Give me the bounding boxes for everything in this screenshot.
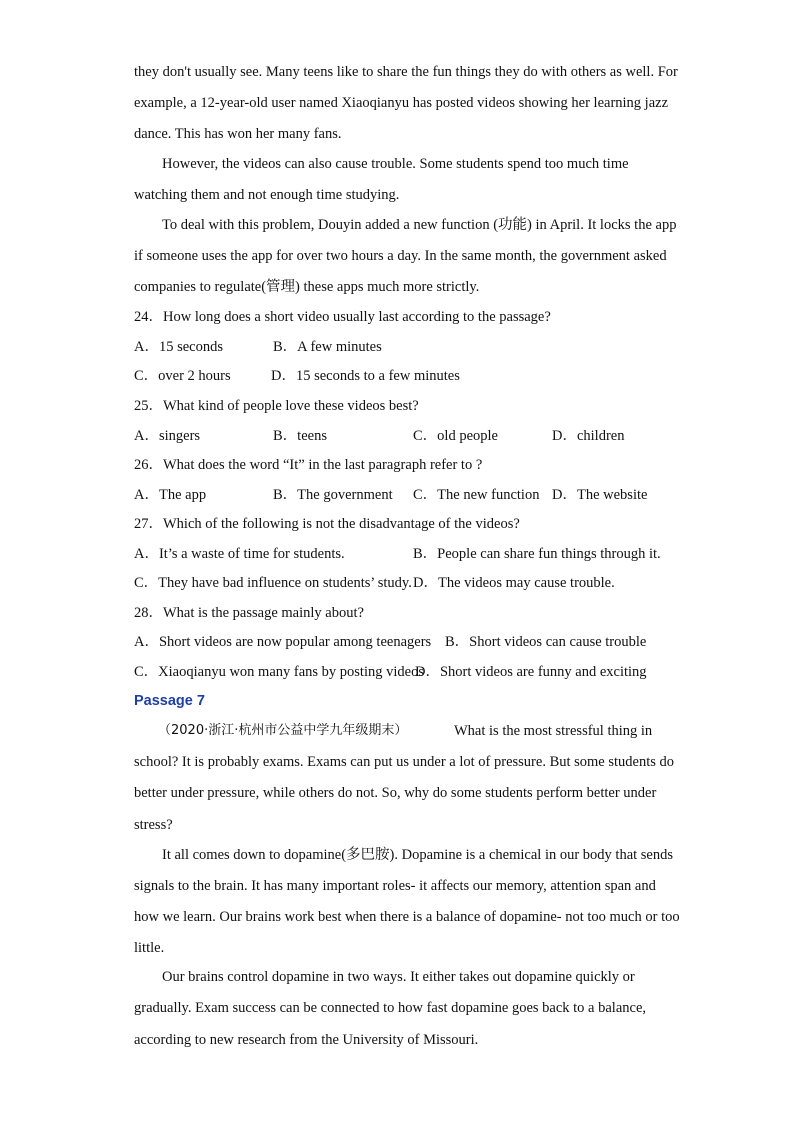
q24-option-d: D．15 seconds to a few minutes — [271, 368, 460, 384]
q27-option-a: A．It’s a waste of time for students. — [134, 546, 345, 562]
q25-option-a: A．singers — [134, 428, 201, 444]
passage-source: （2020·浙江·杭州市公益中学九年级期末） — [158, 723, 408, 738]
paragraph-line: gradually. Exam success can be connected to how fast dopamine goes back to a balance, — [134, 1000, 647, 1016]
paragraph-line: Our brains control dopamine in two ways. It either takes out dopamine quickly or — [162, 969, 635, 985]
paragraph-line: dance. This has won her many fans. — [134, 126, 342, 142]
q24-option-b: B．A few minutes — [273, 339, 382, 355]
q27-option-b: B．People can share fun things through it. — [413, 546, 661, 562]
q28-option-c: C．Xiaoqianyu won many fans by posting videos — [134, 664, 424, 680]
q25-option-d: D．children — [552, 428, 625, 444]
paragraph-line: example, a 12-year-old user named Xiaoqianyu has posted videos showing her learning jazz — [134, 95, 669, 111]
q24-option-a: A．15 seconds — [134, 339, 224, 355]
paragraph-line: companies to regulate(管理) these apps much more strictly. — [134, 279, 480, 295]
q25-option-c: C．old people — [413, 428, 498, 444]
paragraph-line: little. — [134, 940, 165, 956]
paragraph-line: What is the most stressful thing in — [454, 723, 653, 739]
paragraph-line: according to new research from the University of Missouri. — [134, 1032, 479, 1048]
question-27: 27．Which of the following is not the disadvantage of the videos? — [134, 516, 520, 532]
question-25: 25．What kind of people love these videos best? — [134, 398, 419, 414]
paragraph-line: It all comes down to dopamine(多巴胺). Dopamine is a chemical in our body that sends — [162, 847, 674, 863]
q26-option-a: A．The app — [134, 487, 207, 503]
q26-option-b: B．The government — [273, 487, 393, 503]
paragraph-line: they don't usually see. Many teens like to share the fun things they do with others as well. For — [134, 64, 678, 80]
paragraph-line: However, the videos can also cause trouble. Some students spend too much time — [162, 156, 629, 172]
q26-option-d: D．The website — [552, 487, 648, 503]
q27-option-c: C．They have bad influence on students’ study. — [134, 575, 412, 591]
q26-option-c: C．The new function — [413, 487, 540, 503]
q25-option-b: B．teens — [273, 428, 327, 444]
q28-option-a: A．Short videos are now popular among teenagers — [134, 634, 432, 650]
passage-heading: Passage 7 — [134, 693, 205, 709]
question-26: 26．What does the word “It” in the last paragraph refer to ? — [134, 457, 483, 473]
question-24: 24．How long does a short video usually last according to the passage? — [134, 309, 551, 325]
q28-option-d: D．Short videos are funny and exciting — [415, 664, 647, 680]
q24-option-c: C．over 2 hours — [134, 368, 231, 384]
q28-option-b: B．Short videos can cause trouble — [445, 634, 647, 650]
paragraph-line: better under pressure, while others do not. So, why do some students perform better under — [134, 785, 657, 801]
paragraph-line: To deal with this problem, Douyin added a new function (功能) in April. It locks the app — [162, 217, 677, 233]
paragraph-line: signals to the brain. It has many important roles- it affects our memory, attention span and — [134, 878, 656, 894]
q27-option-d: D．The videos may cause trouble. — [413, 575, 615, 591]
question-28: 28．What is the passage mainly about? — [134, 605, 364, 621]
paragraph-line: stress? — [134, 817, 173, 833]
paragraph-line: if someone uses the app for over two hours a day. In the same month, the government asked — [134, 248, 667, 264]
paragraph-line: watching them and not enough time studying. — [134, 187, 400, 203]
paragraph-line: school? It is probably exams. Exams can put us under a lot of pressure. But some students do — [134, 754, 675, 770]
paragraph-line: how we learn. Our brains work best when there is a balance of dopamine- not too much or too — [134, 909, 680, 925]
